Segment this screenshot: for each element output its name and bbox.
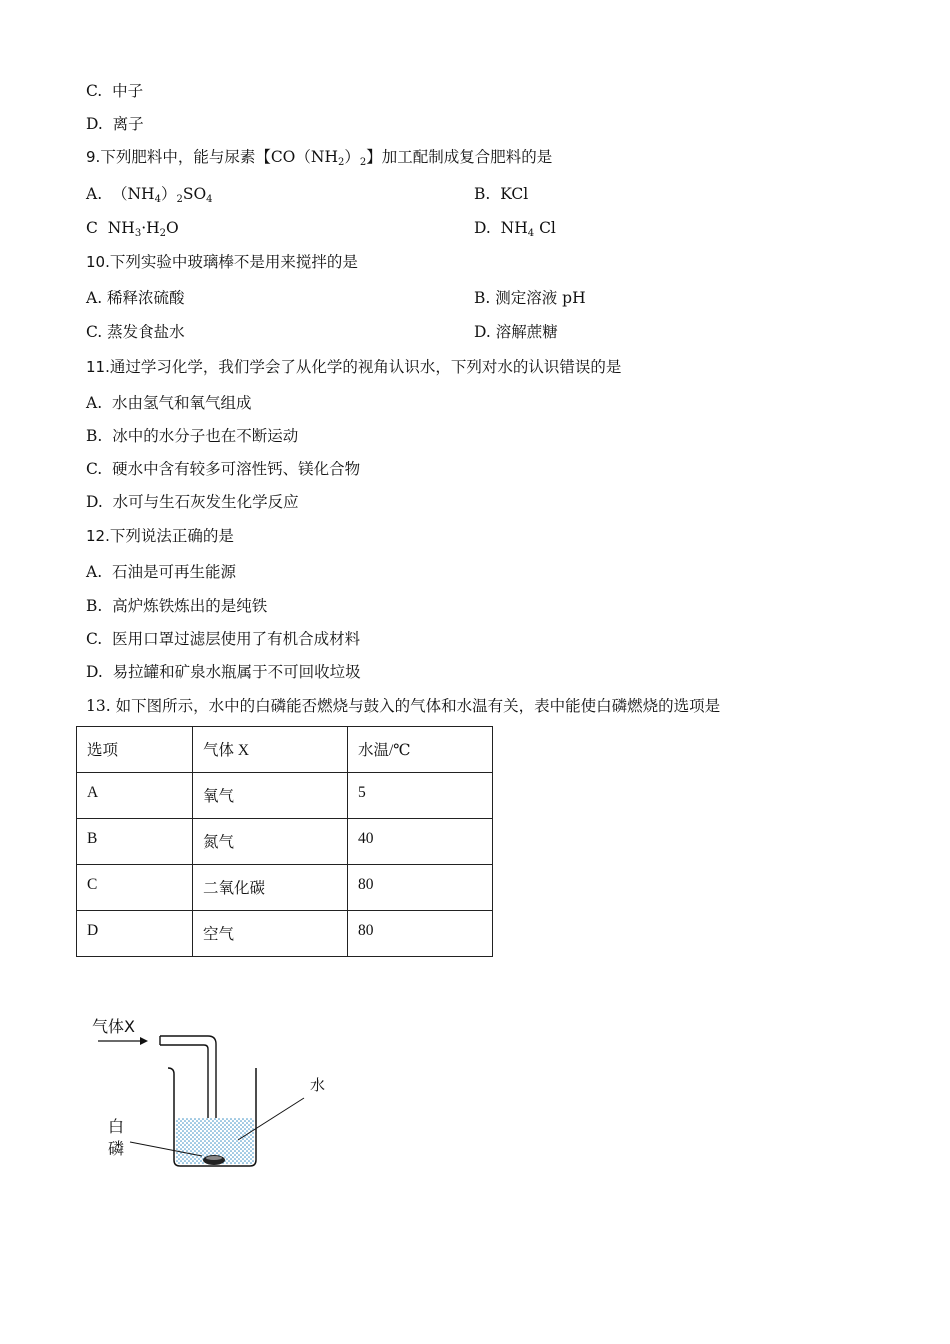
table-cell: 空气 (193, 911, 348, 957)
table-cell: 40 (348, 819, 493, 865)
q11-option-b: B. 冰中的水分子也在不断运动 (86, 427, 299, 445)
q9-stem: 9.下列肥料中，能与尿素【$CO(NH_2)_2$】加工配制成复合肥料的是 (86, 148, 553, 168)
q12-option-d: D. 易拉罐和矿泉水瓶属于不可回收垃圾 (86, 663, 361, 681)
q8-option-c: C. 中子 (86, 82, 144, 100)
water-label: 水 (310, 1076, 326, 1094)
q11-option-a: A. 水由氢气和氧气组成 (86, 394, 252, 412)
q10-option-c: C. 蒸发食盐水 (86, 323, 185, 341)
q10-option-d: D. 溶解蔗糖 (474, 323, 558, 341)
table-cell: D (77, 911, 193, 957)
q13-stem: 13. 如下图所示，水中的白磷能否燃烧与鼓入的气体和水温有关，表中能使白磷燃烧的选项是 (86, 697, 721, 715)
q10-option-b: B. 测定溶液 pH (474, 289, 586, 307)
table-row (77, 911, 493, 957)
gas-x-label: 气体X (92, 1017, 135, 1036)
q13-options-table (76, 726, 493, 957)
q12-option-c: C. 医用口罩过滤层使用了有机合成材料 (86, 630, 361, 648)
phosphorus-label-2: 磷 (108, 1139, 125, 1158)
table-cell: A (77, 773, 193, 819)
q10-option-a: A. 稀释浓硫酸 (86, 289, 185, 307)
table-row (77, 819, 493, 865)
table-row (77, 773, 493, 819)
table-cell: 氧气 (193, 773, 348, 819)
q9-option-a: A. $(NH_4)_2SO_4$ (86, 185, 213, 205)
table-header-cell: 水温/℃ (348, 727, 493, 773)
table-row (77, 865, 493, 911)
table-cell: 二氧化碳 (193, 865, 348, 911)
q9-option-d: D. $NH_4$ Cl (474, 219, 556, 239)
phosphorus-label-1: 白 (108, 1117, 125, 1136)
q9-option-c: C $NH_3\cdot H_2O$ (86, 219, 179, 239)
beaker-apparatus-figure (88, 1012, 348, 1182)
q11-stem: 11.通过学习化学，我们学会了从化学的视角认识水，下列对水的认识错误的是 (86, 358, 622, 376)
table-cell: 氮气 (193, 819, 348, 865)
table-cell: 80 (348, 865, 493, 911)
q9-option-b: B. KCl (474, 185, 529, 203)
table-cell: B (77, 819, 193, 865)
table-cell: C (77, 865, 193, 911)
q12-option-b: B. 高炉炼铁炼出的是纯铁 (86, 597, 268, 615)
table-cell: 5 (348, 773, 493, 819)
q11-option-c: C. 硬水中含有较多可溶性钙、镁化合物 (86, 460, 361, 478)
q10-stem: 10.下列实验中玻璃棒不是用来搅拌的是 (86, 253, 358, 271)
phosphorus-highlight (206, 1156, 222, 1160)
table-cell: 80 (348, 911, 493, 957)
table-header-cell: 选项 (77, 727, 193, 773)
q11-option-d: D. 水可与生石灰发生化学反应 (86, 493, 299, 511)
table-header-row (77, 727, 493, 773)
q12-stem: 12.下列说法正确的是 (86, 527, 234, 545)
q12-option-a: A. 石油是可再生能源 (86, 563, 236, 581)
table-header-cell: 气体 X (193, 727, 348, 773)
gas-arrow-head (140, 1037, 148, 1045)
q8-option-d: D. 离子 (86, 115, 144, 133)
